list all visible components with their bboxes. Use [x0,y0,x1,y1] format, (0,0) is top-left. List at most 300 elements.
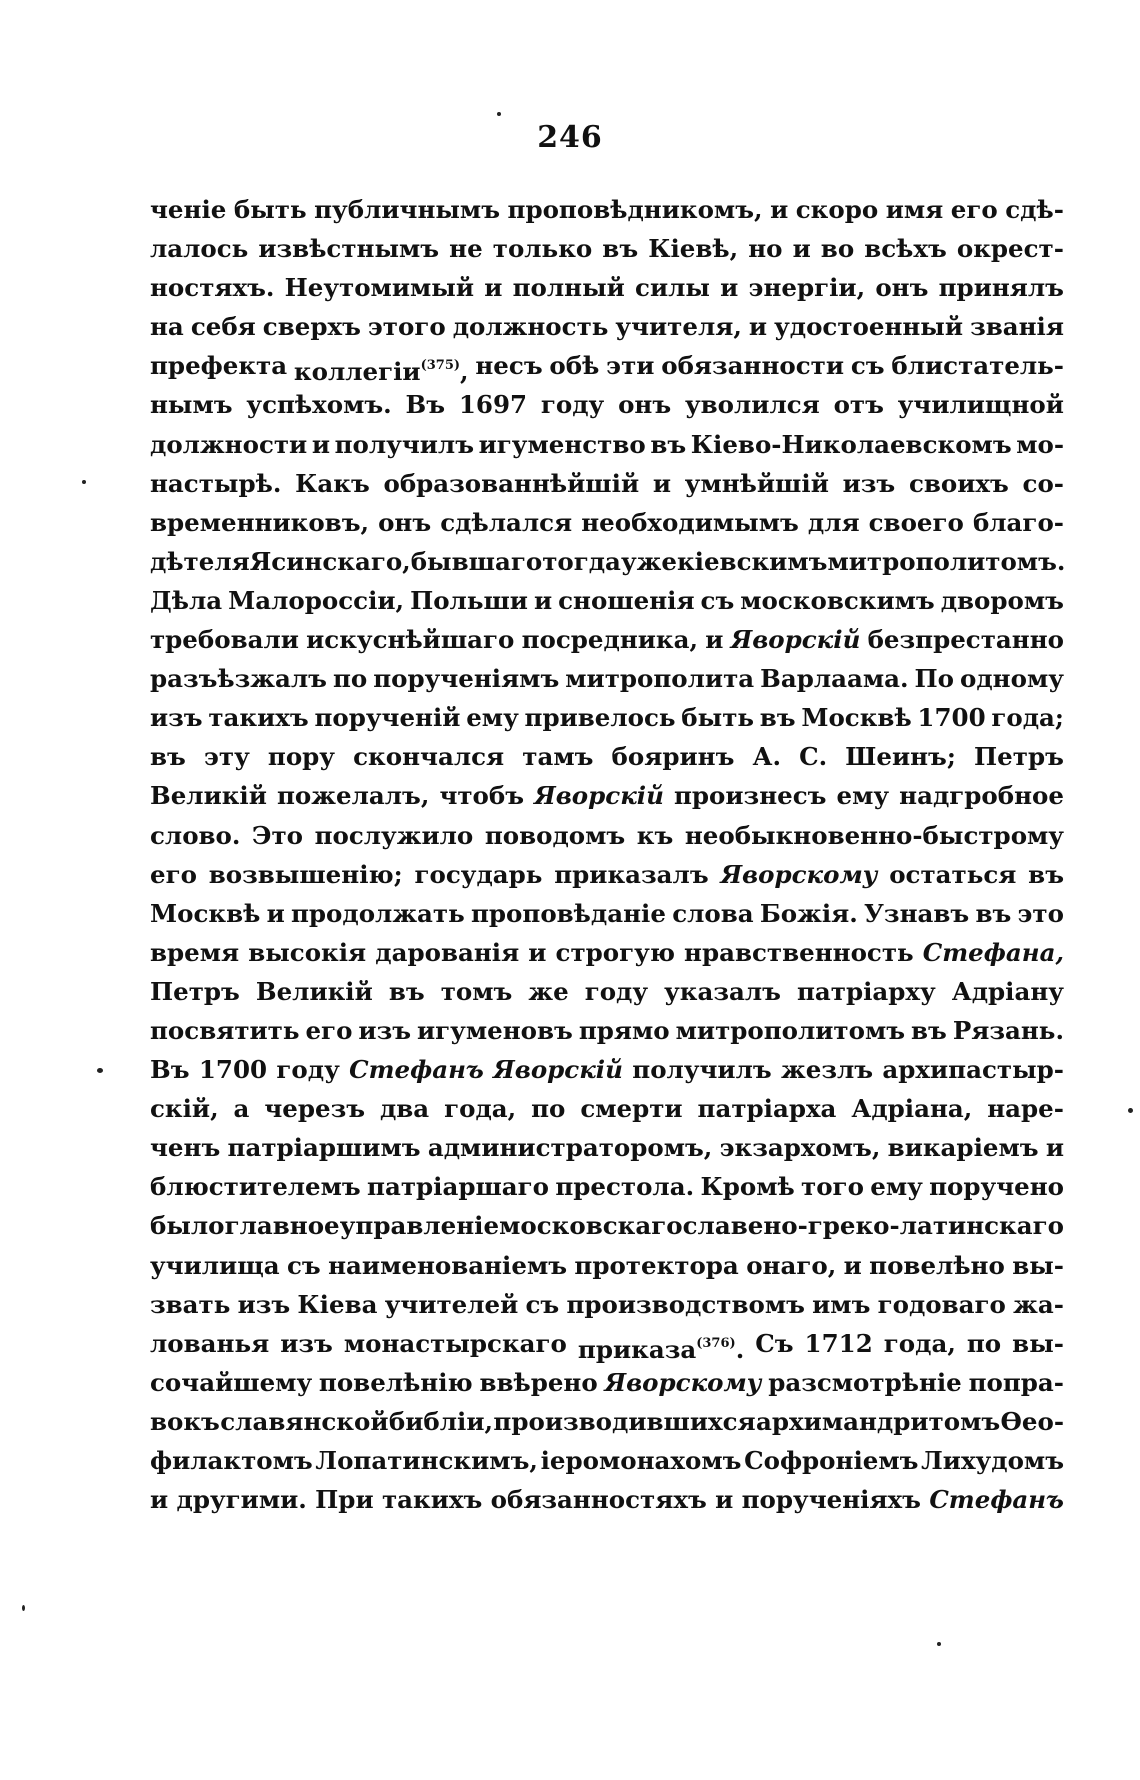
footnote-ref: (376) [696,1335,736,1351]
word: митрополитомъ [675,1015,906,1045]
word: только [492,234,593,264]
word: сношенія [558,585,695,615]
word: игуменство [478,429,646,459]
word: пожелалъ, [277,781,430,811]
word: должность [452,312,609,342]
word: По [914,664,955,694]
word: искуснѣйшаго [306,625,515,655]
word: игуменовъ [417,1015,573,1045]
word: изъ [150,703,203,733]
word: филактомъ [150,1446,313,1475]
word: томъ [440,976,513,1006]
word: Адріану [951,976,1064,1006]
text-line [150,346,1064,385]
word: вокъ [150,1406,220,1436]
word: ему [870,1172,923,1202]
word: Шеинъ; [845,742,956,772]
word: протектора [574,1250,739,1280]
word: и [266,898,285,928]
italic-name: Стефанъ [929,1485,1064,1515]
word: поручено [929,1172,1064,1202]
word: московскимъ [740,585,935,615]
word: производствомъ [566,1289,805,1319]
text-line [150,1480,1064,1519]
word: и [528,937,547,967]
word: порученіямъ [373,664,560,694]
word: Ясинскаго, [249,546,411,576]
word: Съ [755,1328,794,1358]
word: этого [367,312,446,342]
word: прямо [578,1015,670,1045]
word [604,1363,761,1402]
word: окрест- [956,234,1064,264]
word: благо- [972,507,1064,537]
word: скоро [795,195,879,224]
text-line [150,1128,1064,1167]
word: Узнавъ [864,898,970,928]
word: съ [850,351,885,381]
word: Лихудомъ [921,1446,1064,1475]
word: Малороссіи, [228,585,405,615]
text-line [150,542,1064,581]
text-line [150,698,1064,737]
word: архимандритомъ [756,1406,1001,1436]
word: но [748,234,783,264]
word: префекта [150,351,288,381]
body-text [150,190,1064,1519]
word: дворомъ [940,585,1064,615]
word: митрополитомъ. [827,546,1066,576]
word: слово. [150,820,241,850]
word: сверхъ [262,312,361,342]
word: 1700 [917,703,986,733]
word: необыкновенно-быстрому [684,820,1064,850]
word: силы [635,273,710,303]
word: въ [975,898,1012,928]
word: іеромонахомъ [540,1446,742,1475]
word: къ [636,820,674,850]
word: два [379,1094,430,1124]
text-line [150,385,1064,424]
word: Кіево-Николаевскомъ [690,429,1012,459]
word: повелѣно [869,1250,1005,1280]
word: Великій [255,976,373,1006]
word: званія [970,312,1064,342]
word: ченъ [150,1133,221,1163]
word: онъ [618,390,672,420]
word: блистатель- [891,351,1064,381]
word: извѣстнымъ [258,234,440,264]
word: Это [252,820,304,850]
italic-name: Яворскому [604,1367,762,1397]
word: его [950,195,998,224]
word: патріарху [796,976,936,1006]
word: въ [650,429,687,459]
word: славянской [220,1406,389,1436]
text-line [150,1402,1064,1441]
text-line [150,1089,1064,1128]
word: монастырскаго [343,1328,567,1358]
word: жа- [1013,1289,1064,1319]
word: временниковъ, [150,507,370,537]
word: изъ [358,1015,412,1045]
word: пору [267,742,335,772]
word: и [652,468,672,498]
text-line [150,268,1064,307]
word: по [332,664,368,694]
word: и [792,234,811,264]
word: Великій [150,781,267,811]
word: ему [466,703,519,733]
text-line [150,737,1064,776]
footnote-ref: (375) [420,358,461,374]
word: было [150,1211,225,1241]
word [731,620,861,659]
word: указалъ [664,976,781,1006]
text-line [150,659,1064,698]
word: экзархомъ, [719,1133,881,1163]
word: своего [868,507,964,537]
word: нымъ [150,390,233,420]
word: викаріемъ [887,1133,1039,1163]
word: и [311,429,330,459]
word: учителей [384,1289,519,1319]
word: принялъ [938,273,1064,303]
text-line [150,581,1064,620]
word: произнесъ [673,781,827,811]
word: порученій [314,703,461,733]
word: привелось [524,703,676,733]
word: году [584,976,649,1006]
word: проповѣдникомъ, [507,195,763,224]
word: изъ [280,1328,333,1358]
word: сдѣ- [1005,195,1064,224]
word: Божія. [759,898,858,928]
word: году [540,390,605,420]
word: быть [233,195,307,224]
word: въ [150,742,186,772]
word: сочайшему [150,1367,313,1397]
text-line [150,933,1064,972]
text-line [150,1206,1064,1245]
word: году [276,1055,340,1085]
word: дѣтеля [150,546,250,576]
text-line [150,1285,1064,1324]
word: скончался [353,742,505,772]
scan-speck [1128,1108,1133,1113]
word: бояринъ [611,742,735,772]
word [929,1480,1064,1519]
page-number: 246 [537,120,603,155]
word: Москвѣ [150,898,261,928]
word: его [150,859,197,889]
word: года, [883,1328,956,1358]
word: въ [388,976,425,1006]
word [923,933,1064,972]
scan-speck [97,1068,103,1073]
word: энергіи, [748,273,866,303]
word: и [484,273,503,303]
word: а [233,1094,250,1124]
word: Польши [410,585,528,615]
word: государь [414,859,543,889]
word: московскаго [499,1211,683,1241]
word: время [150,937,240,967]
word: Ѳео- [1000,1406,1064,1436]
word: училища [150,1250,280,1280]
word: А. [752,742,781,772]
word: года; [991,703,1064,733]
word: такихъ [381,1485,483,1515]
word: годоваго [877,1289,1006,1319]
word: училищной [897,390,1064,420]
italic-name: Яворскій [493,1055,623,1085]
word: и [770,195,789,224]
word: публичнымъ [314,195,501,224]
word: съ [700,585,735,615]
text-line [150,1246,1064,1285]
word: онъ [378,507,432,537]
word: Софроніемъ [744,1446,919,1475]
word: коллегіи$^{(375)}$, [293,357,469,387]
word: жезлъ [781,1055,874,1085]
word: получилъ [334,429,474,459]
word: повелѣнію [318,1367,473,1397]
word: митрополита [565,664,755,694]
word: нравственность [684,937,914,967]
word: патріаршимъ [227,1133,421,1163]
text-line [150,620,1064,659]
word: ченіе [150,195,227,224]
word: и [150,1485,169,1515]
word: онаго, [746,1250,837,1280]
word: уже [620,546,677,576]
italic-name: Стефана, [922,937,1064,967]
word: и [748,312,768,342]
word: мо- [1016,429,1064,459]
word: Въ [405,390,446,420]
word: лованья [150,1328,270,1358]
word: обѣ [549,351,600,381]
word: безпрестанно [867,625,1064,655]
word: Неутомимый [284,273,475,303]
text-line [150,894,1064,933]
word: образованнѣйшій [383,468,640,498]
word: престола. [555,1172,695,1202]
word: архипастыр- [882,1055,1064,1085]
word: несъ [475,351,543,381]
text-line [150,1050,1064,1089]
italic-name: Яворскому [720,859,878,889]
word: же [528,976,569,1006]
word: поводомъ [484,820,626,850]
text-line [150,1324,1064,1363]
word: разъѣзжалъ [150,664,327,694]
word: настырѣ. [150,468,282,498]
text-line [150,972,1064,1011]
word: приказа$^{(376)}$. [577,1334,745,1364]
word: тогда [542,546,621,576]
word: года, [444,1094,517,1124]
word: вы- [1012,1328,1064,1358]
word [534,776,664,815]
word: необходимымъ [581,507,799,537]
word: всѣхъ [864,234,947,264]
word: Лопатинскимъ, [315,1446,538,1475]
word: скій, [150,1094,219,1124]
text-line [150,816,1064,855]
word: Варлаама. [760,664,909,694]
word: 1697 [458,390,528,420]
scan-speck [497,112,501,116]
word [493,1050,623,1089]
text-line [150,503,1064,542]
word: смерти [580,1094,683,1124]
word: 1712 [804,1328,873,1358]
word: славено-греко-латинскаго [682,1211,1064,1241]
word: управленіе [339,1211,500,1241]
word: по [531,1094,566,1124]
word: не [449,234,483,264]
word: кіевскимъ [676,546,828,576]
word: успѣхомъ. [246,390,392,420]
word: во [820,234,855,264]
word: на [150,312,184,342]
word: онъ [875,273,929,303]
word [349,1050,484,1089]
word: Рязань. [952,1015,1064,1045]
word: умнѣйшій [684,468,829,498]
word: Кіевѣ, [648,234,739,264]
word: блюстителемъ [150,1172,361,1202]
word: При [315,1485,374,1515]
text-line [150,1011,1064,1050]
word: въ [911,1015,947,1045]
text-line [150,425,1064,464]
word: учителя, [615,312,742,342]
text-line [150,1167,1064,1206]
word: сдѣлался [440,507,573,537]
word: въ [602,234,639,264]
word: вы- [1012,1250,1064,1280]
text-line [150,1363,1064,1402]
word: бывшаго [410,546,543,576]
word: изъ [842,468,896,498]
word: по [966,1328,1002,1358]
word: Дѣла [150,585,223,615]
word: Адріана, [851,1094,973,1124]
scan-speck [82,480,86,484]
scan-speck [937,1642,941,1646]
word: его [305,1015,353,1045]
word: полный [512,273,625,303]
word: себя [190,312,256,342]
word: такихъ [208,703,309,733]
word: остаться [889,859,1017,889]
word: библіи, [388,1406,494,1436]
word: своихъ [908,468,1009,498]
word: съ [287,1250,321,1280]
word: патріарха [697,1094,837,1124]
text-line [150,1441,1064,1480]
text-line [150,229,1064,268]
word: проповѣданіе [470,898,666,928]
word: дарованія [375,937,520,967]
word: слова [672,898,754,928]
word: имя [885,195,944,224]
word: посредника, [521,625,699,655]
word: въ [1028,859,1064,889]
word: строгую [555,937,675,967]
word: наре- [987,1094,1064,1124]
word: эти [606,351,655,381]
text-line [150,307,1064,346]
word: отъ [833,390,884,420]
italic-name: Яворскій [534,781,664,811]
word: удостоенный [774,312,964,342]
word: Кіева [297,1289,378,1319]
word: попра- [968,1367,1064,1397]
text-line [150,464,1064,503]
text-line [150,190,1064,229]
word: тамъ [522,742,594,772]
italic-name: Яворскій [730,625,861,655]
text-line [150,855,1064,894]
text-line [150,776,1064,815]
word: чтобъ [439,781,525,811]
word: обязанности [661,351,845,381]
word: одному [960,664,1064,694]
word: требовали [150,625,299,655]
word: 1700 [198,1055,268,1085]
word: имъ [812,1289,871,1319]
word: и [533,585,553,615]
word: Какъ [295,468,370,498]
word: и [843,1250,862,1280]
word: и [705,625,724,655]
word: С. [799,742,828,772]
word: ему [836,781,890,811]
word: производившихся [493,1406,756,1436]
word: Петръ [974,742,1064,772]
word: администраторомъ, [427,1133,713,1163]
word: и [715,1485,734,1515]
word: Кромѣ [700,1172,795,1202]
word: наименованіемъ [328,1250,568,1280]
word: Въ [150,1055,190,1085]
word: и [720,273,739,303]
word: должности [150,429,308,459]
word: высокія [248,937,367,967]
word: и [1045,1133,1064,1163]
word: звать [150,1289,231,1319]
word: лалось [150,234,249,264]
word: для [807,507,860,537]
word: съ [525,1289,560,1319]
scan-speck [22,1605,25,1611]
word: патріаршаго [367,1172,550,1202]
word [720,855,877,894]
word: получилъ [632,1055,772,1085]
word: это [1017,898,1064,928]
word: главное [224,1211,340,1241]
word: порученіяхъ [741,1485,921,1515]
word: посвятить [150,1015,300,1045]
word: въ [759,703,796,733]
italic-name: Стефанъ [349,1055,484,1085]
word: Петръ [150,976,240,1006]
word: изъ [237,1289,291,1319]
